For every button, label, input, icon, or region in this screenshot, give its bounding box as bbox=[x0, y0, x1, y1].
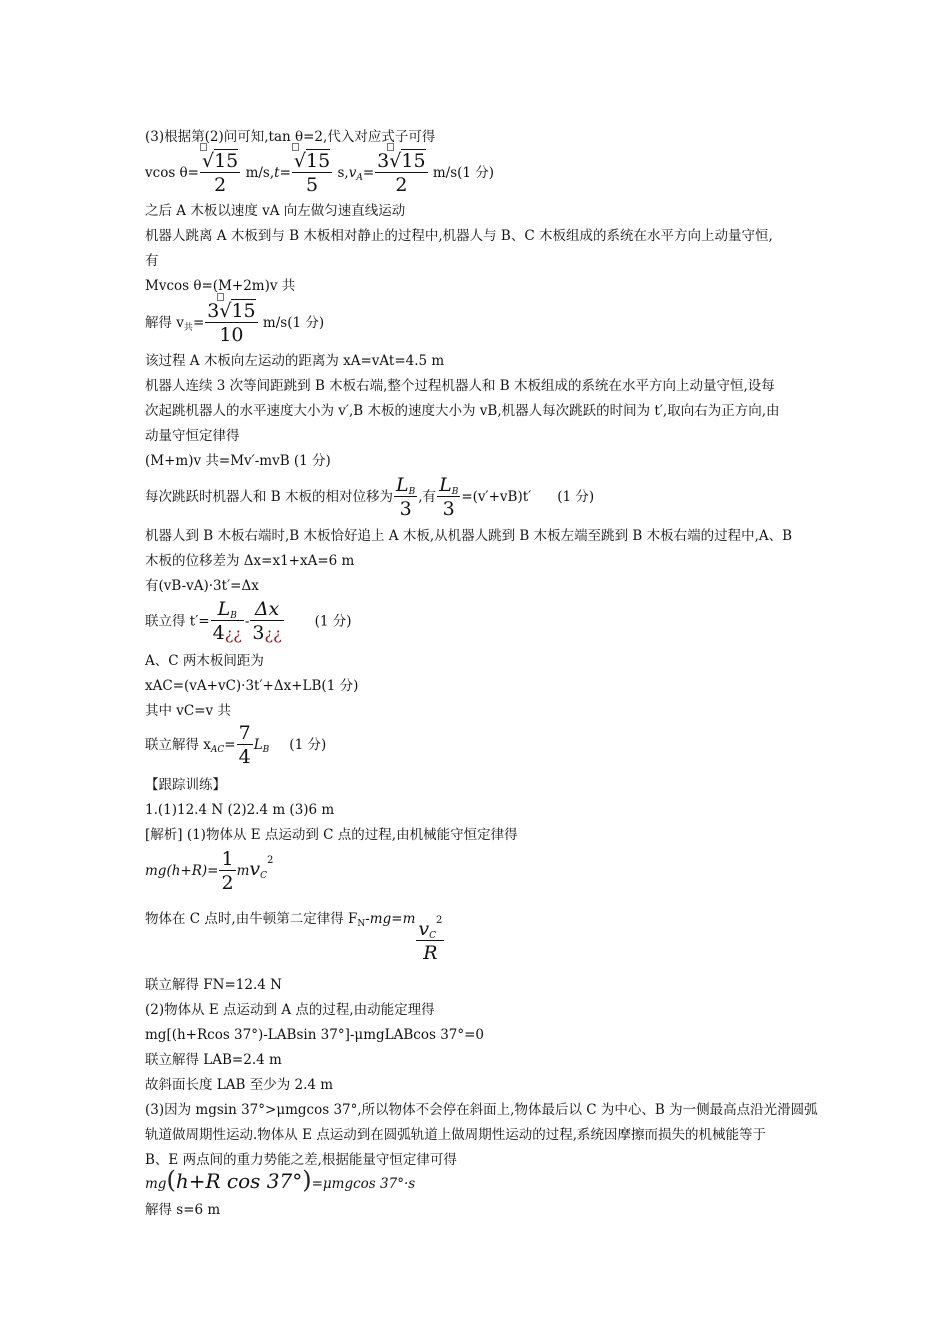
fraction-vc2-r: $\frac{v_C^2}{R}$ bbox=[418, 915, 443, 964]
q3-line-7-formula: 解得 $v_共=$ 3 √15 10 m/s(1 分) bbox=[145, 300, 324, 347]
q3-line-8: 该过程 A 木板向左运动的距离为 xA=vAt=4.5 m bbox=[145, 353, 445, 369]
q3-line-21-formula: 联立解得 $x_{AC}=$ $\frac{7}{4}$ $L_B$ (1 分) bbox=[145, 722, 327, 768]
analysis-line-7: 联立解得 LAB=2.4 m bbox=[145, 1052, 282, 1068]
fraction-dx-3: $\frac{\Delta x}{3¿¿}$ bbox=[252, 598, 282, 644]
analysis-line-10: 轨道做周期性运动.物体从 E 点运动到在圆弧轨道上做周期性运动的过程,系统因摩擦而损失的机械能等于 bbox=[145, 1127, 767, 1143]
q3-line-15: 木板的位移差为 Δx=x1+xA=6 m bbox=[145, 553, 355, 569]
fraction-lb-3b: $\frac{L_B}{3}$ bbox=[439, 474, 459, 520]
q3-line-14: 机器人到 B 木板右端时,B 木板恰好追上 A 木板,从机器人跳到 B 木板左端至跳到 B 木板右端的过程中,A、B bbox=[145, 528, 793, 544]
analysis-line-13: 解得 s=6 m bbox=[145, 1202, 221, 1218]
analysis-line-11: B、E 两点间的重力势能之差,根据能量守恒定律可得 bbox=[145, 1152, 457, 1168]
q3-line-11: 动量守恒定律得 bbox=[145, 428, 240, 444]
q3-line-13-formula: 每次跳跃时机器人和 B 木板的相对位移为 $\frac{L_B}{3}$ ,有 $\frac{L_B}{3}$ =(v′+vB)t′ (1 分) bbox=[145, 474, 595, 520]
analysis-line-9: (3)因为 mgsin 37°>μmgcos 37°,所以物体不会停在斜面上,物体最后以 C 为中心、B 为一侧最高点沿光滑圆弧 bbox=[145, 1102, 818, 1118]
analysis-line-8: 故斜面长度 LAB 至少为 2.4 m bbox=[145, 1077, 334, 1093]
analysis-formula-newton: 物体在 C 点时,由牛顿第二定律得 $F_N-mg=m$ $\frac{v_C^2}{R}$ bbox=[145, 911, 443, 964]
fraction-lb-3a: $\frac{L_B}{3}$ bbox=[396, 474, 416, 520]
analysis-formula-energy-loss: mg(h+R cos 37°)=μmgcos 37°·s bbox=[145, 1166, 416, 1194]
training-answer: 1.(1)12.4 N (2)2.4 m (3)6 m bbox=[145, 802, 335, 818]
q3-line-16: 有(vB-vA)·3t′=Δx bbox=[145, 578, 259, 594]
analysis-formula-energy: mg(h+R)= $\frac{1}{2}$ $mv_C^2$ bbox=[145, 848, 274, 894]
q3-line-12: (M+m)v 共=Mv′-mvB (1 分) bbox=[145, 453, 331, 469]
q3-line-5: 有 bbox=[145, 253, 159, 269]
q3-line-6: Mvcos θ=(M+2m)v 共 bbox=[145, 278, 296, 294]
fraction-2: $\frac{√15}{5}$ bbox=[292, 150, 332, 197]
fraction-lb-4: $\frac{L_B}{4¿¿}$ bbox=[212, 598, 242, 644]
q3-line-10: 次起跳机器人的水平速度大小为 v′,B 木板的速度大小为 vB,机器人每次跳跃的时间为 t′,取向右为正方向,由 bbox=[145, 403, 780, 419]
q3-line-18: A、C 两木板间距为 bbox=[145, 653, 264, 669]
q3-line-20: 其中 vC=v 共 bbox=[145, 703, 231, 719]
formula-vcos: vcos θ= bbox=[145, 165, 199, 181]
analysis-line-1: [解析] (1)物体从 E 点运动到 C 点的过程,由机械能守恒定律得 bbox=[145, 827, 518, 843]
q3-line-17-formula: 联立得 t′= $\frac{L_B}{4¿¿}$ - $\frac{\Delta x}{3¿¿}$ (1 分) bbox=[145, 598, 352, 644]
fraction-7-4: $\frac{7}{4}$ bbox=[238, 722, 251, 768]
q3-line-2-formula: vcos θ= $\frac{√15}{2}$ m/s,t= $\frac{√15}{5}$ $s,v_A=$ 3 √15 2 m/s(1 分) bbox=[145, 150, 494, 197]
fraction-1: $\frac{√15}{2}$ bbox=[200, 150, 240, 197]
q3-line-1: (3)根据第(2)问可知,tan θ=2,代入对应式子可得 bbox=[145, 129, 436, 145]
q3-line-4: 机器人跳离 A 木板到与 B 木板相对静止的过程中,机器人与 B、C 木板组成的系统在水平方向上动量守恒, bbox=[145, 228, 773, 244]
q3-line-3: 之后 A 木板以速度 vA 向左做匀速直线运动 bbox=[145, 203, 406, 219]
analysis-line-4: 联立解得 FN=12.4 N bbox=[145, 977, 282, 993]
q3-line-19: xAC=(vA+vC)·3t′+Δx+LB(1 分) bbox=[145, 678, 359, 694]
analysis-line-6: mg[(h+Rcos 37°)-LABsin 37°]-μmgLABcos 37°=0 bbox=[145, 1027, 485, 1043]
fraction-v-common: 3 √15 10 bbox=[205, 300, 257, 347]
fraction-1-2: $\frac{1}{2}$ bbox=[221, 848, 234, 894]
fraction-3: 3 √15 2 bbox=[375, 150, 427, 197]
analysis-line-5: (2)物体从 E 点运动到 A 点的过程,由动能定理得 bbox=[145, 1002, 435, 1018]
q3-line-9: 机器人连续 3 次等间距跳到 B 木板右端,整个过程机器人和 B 木板组成的系统在水平方向上动量守恒,设每 bbox=[145, 378, 775, 394]
training-heading: 【跟踪训练】 bbox=[145, 777, 226, 793]
